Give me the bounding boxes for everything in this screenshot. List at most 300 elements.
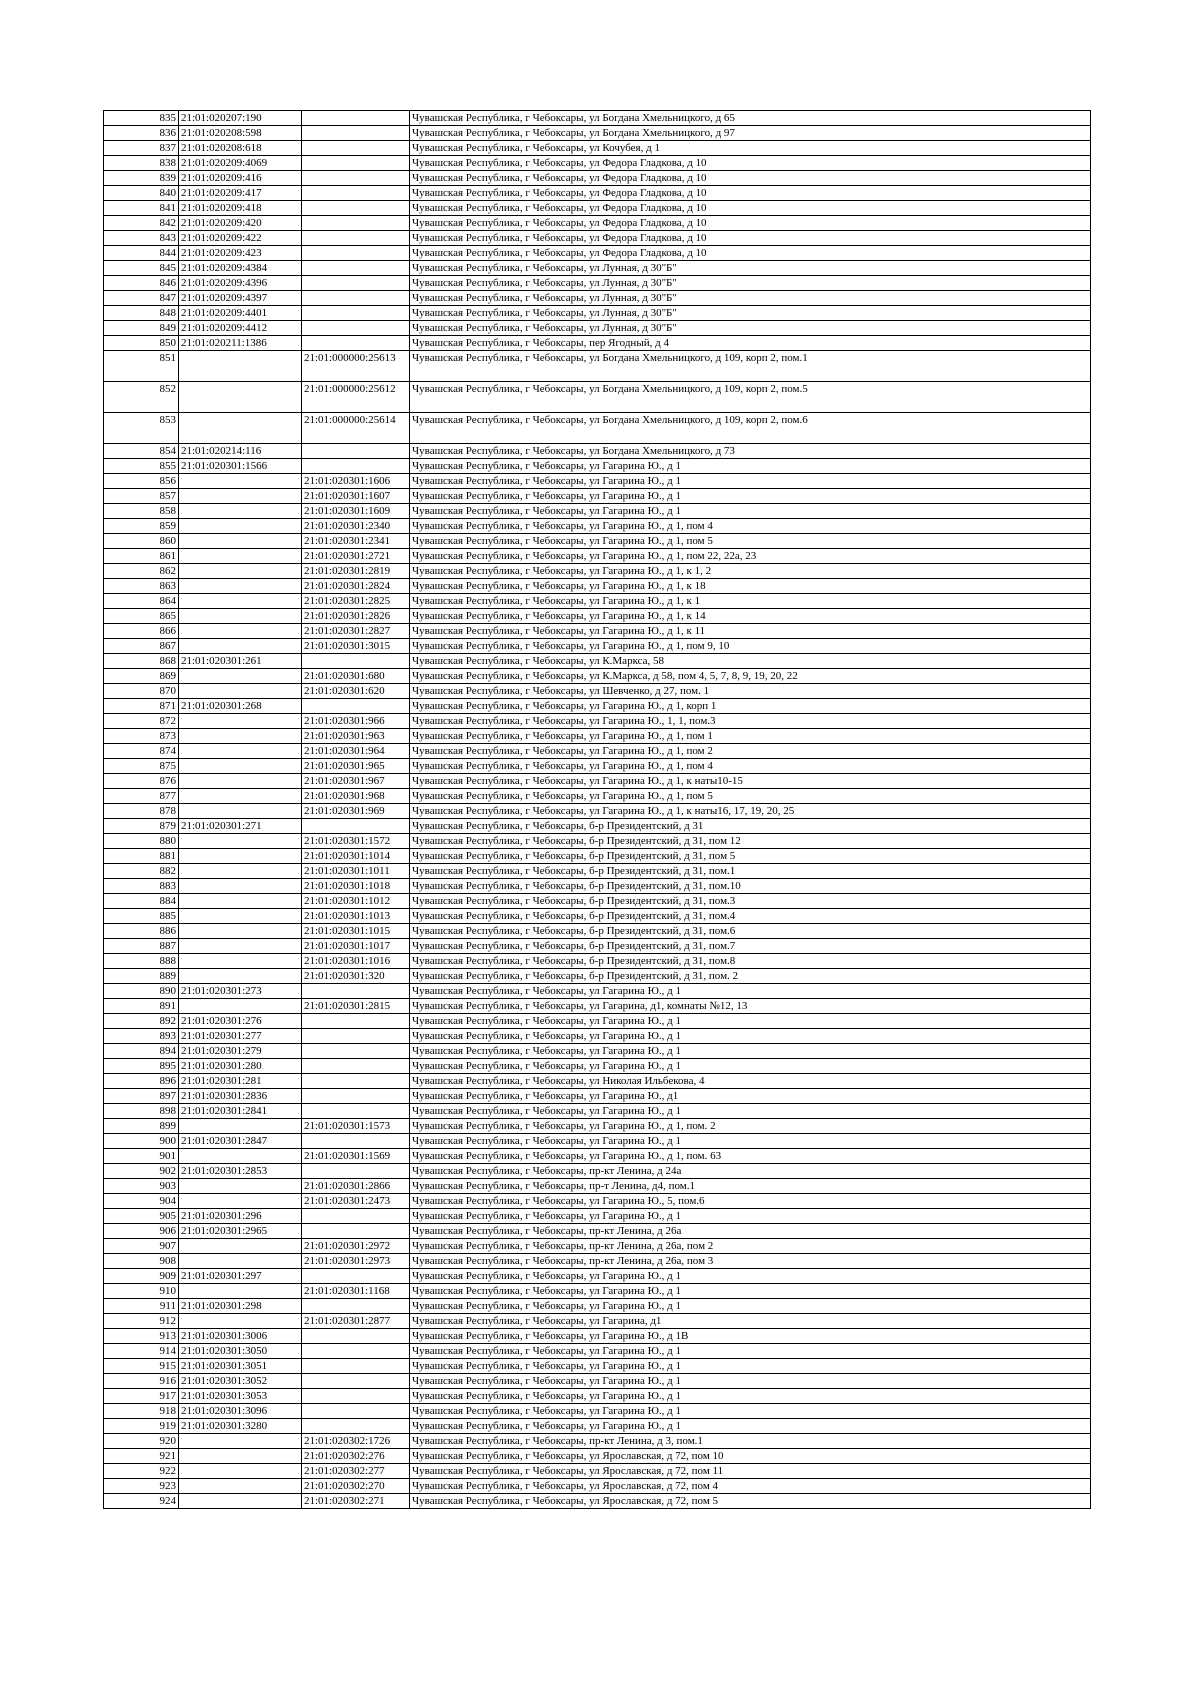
address-cell: Чувашская Республика, г Чебоксары, ул Гагарина Ю., д 1 [410,474,1091,489]
table-row [104,774,1091,789]
premises-number-cell: 21:01:020302:276 [302,1449,410,1464]
row-number-cell: 911 [104,1299,179,1314]
premises-number-cell [302,336,410,351]
premises-number-cell: 21:01:020301:965 [302,759,410,774]
cadastral-number-cell [179,669,302,684]
premises-number-cell: 21:01:020301:1017 [302,939,410,954]
table-row [104,1119,1091,1134]
address-cell: Чувашская Республика, г Чебоксары, ул Гагарина Ю., д 1, пом 2 [410,744,1091,759]
table-row [104,1389,1091,1404]
address-cell: Чувашская Республика, г Чебоксары, б-р Президентский, д 31, пом.1 [410,864,1091,879]
address-cell: Чувашская Республика, г Чебоксары, ул Федора Гладкова, д 10 [410,171,1091,186]
row-number-cell: 898 [104,1104,179,1119]
table-row [104,1089,1091,1104]
address-cell: Чувашская Республика, г Чебоксары, ул Гагарина, д1 [410,1314,1091,1329]
cadastral-number-cell [179,1494,302,1509]
cadastral-number-cell: 21:01:020301:3096 [179,1404,302,1419]
table-row [104,1464,1091,1479]
premises-number-cell: 21:01:020301:966 [302,714,410,729]
address-cell: Чувашская Республика, г Чебоксары, ул Гагарина Ю., 5, пом.6 [410,1194,1091,1209]
cadastral-number-cell: 21:01:020214:116 [179,444,302,459]
cadastral-number-cell [179,1179,302,1194]
address-cell: Чувашская Республика, г Чебоксары, ул Гагарина Ю., д 1 [410,1014,1091,1029]
premises-number-cell: 21:01:020301:964 [302,744,410,759]
cadastral-number-cell [179,1314,302,1329]
cadastral-number-cell [179,534,302,549]
table-row [104,759,1091,774]
row-number-cell: 885 [104,909,179,924]
row-number-cell: 849 [104,321,179,336]
premises-number-cell [302,291,410,306]
row-number-cell: 852 [104,382,179,413]
row-number-cell: 872 [104,714,179,729]
row-number-cell: 907 [104,1239,179,1254]
table-row [104,909,1091,924]
table-row [104,699,1091,714]
address-cell: Чувашская Республика, г Чебоксары, пер Ягодный, д 4 [410,336,1091,351]
table-row [104,534,1091,549]
cadastral-number-cell: 21:01:020301:2965 [179,1224,302,1239]
cadastral-number-cell: 21:01:020209:4401 [179,306,302,321]
table-row [104,1479,1091,1494]
address-cell: Чувашская Республика, г Чебоксары, ул Лунная, д 30"Б" [410,261,1091,276]
row-number-cell: 890 [104,984,179,999]
cadastral-number-cell: 21:01:020209:423 [179,246,302,261]
cadastral-number-cell [179,894,302,909]
address-cell: Чувашская Республика, г Чебоксары, ул Федора Гладкова, д 10 [410,201,1091,216]
premises-number-cell: 21:01:020301:1168 [302,1284,410,1299]
row-number-cell: 862 [104,564,179,579]
cadastral-number-cell: 21:01:020208:618 [179,141,302,156]
table-row [104,1029,1091,1044]
address-cell: Чувашская Республика, г Чебоксары, ул Богдана Хмельницкого, д 65 [410,111,1091,126]
premises-number-cell: 21:01:020301:1569 [302,1149,410,1164]
premises-number-cell: 21:01:020301:1012 [302,894,410,909]
premises-number-cell: 21:01:020301:2866 [302,1179,410,1194]
premises-number-cell [302,1134,410,1149]
row-number-cell: 836 [104,126,179,141]
cadastral-number-cell: 21:01:020301:2836 [179,1089,302,1104]
row-number-cell: 837 [104,141,179,156]
premises-number-cell: 21:01:020302:1726 [302,1434,410,1449]
row-number-cell: 839 [104,171,179,186]
premises-number-cell: 21:01:020301:2824 [302,579,410,594]
cadastral-number-cell: 21:01:020209:4397 [179,291,302,306]
premises-number-cell: 21:01:020301:2877 [302,1314,410,1329]
cadastral-number-cell [179,774,302,789]
row-number-cell: 857 [104,489,179,504]
row-number-cell: 904 [104,1194,179,1209]
table-row [104,111,1091,126]
premises-number-cell: 21:01:020301:2473 [302,1194,410,1209]
table-row [104,1269,1091,1284]
row-number-cell: 917 [104,1389,179,1404]
premises-number-cell: 21:01:000000:25613 [302,351,410,382]
cadastral-number-cell: 21:01:020207:190 [179,111,302,126]
row-number-cell: 920 [104,1434,179,1449]
address-cell: Чувашская Республика, г Чебоксары, ул Гагарина Ю., д 1 [410,504,1091,519]
address-cell: Чувашская Республика, г Чебоксары, ул Гагарина Ю., д 1, к 18 [410,579,1091,594]
table-row [104,276,1091,291]
cadastral-number-cell [179,729,302,744]
table-row [104,1239,1091,1254]
cadastral-number-cell [179,579,302,594]
premises-number-cell: 21:01:020301:1011 [302,864,410,879]
row-number-cell: 847 [104,291,179,306]
table-row [104,1044,1091,1059]
address-cell: Чувашская Республика, г Чебоксары, ул Гагарина Ю., д 1 [410,1059,1091,1074]
premises-number-cell [302,306,410,321]
table-row [104,261,1091,276]
table-row [104,1104,1091,1119]
cadastral-number-cell [179,474,302,489]
address-cell: Чувашская Республика, г Чебоксары, б-р Президентский, д 31 [410,819,1091,834]
premises-number-cell: 21:01:020301:968 [302,789,410,804]
cadastral-number-cell [179,382,302,413]
row-number-cell: 868 [104,654,179,669]
cadastral-number-cell: 21:01:020301:2847 [179,1134,302,1149]
address-cell: Чувашская Республика, г Чебоксары, ул Гагарина Ю., д 1В [410,1329,1091,1344]
table-row [104,1494,1091,1509]
table-row [104,321,1091,336]
premises-number-cell: 21:01:020301:963 [302,729,410,744]
cadastral-number-cell [179,549,302,564]
premises-number-cell [302,1329,410,1344]
address-cell: Чувашская Республика, г Чебоксары, б-р Президентский, д 31, пом 5 [410,849,1091,864]
row-number-cell: 924 [104,1494,179,1509]
row-number-cell: 899 [104,1119,179,1134]
address-cell: Чувашская Республика, г Чебоксары, пр-т Ленина, д4, пом.1 [410,1179,1091,1194]
cadastral-number-cell [179,804,302,819]
table-row [104,1194,1091,1209]
table-row [104,459,1091,474]
premises-number-cell [302,1044,410,1059]
premises-number-cell [302,1269,410,1284]
premises-number-cell: 21:01:020301:2827 [302,624,410,639]
table-row [104,1434,1091,1449]
premises-number-cell [302,171,410,186]
row-number-cell: 842 [104,216,179,231]
cadastral-number-cell: 21:01:020301:279 [179,1044,302,1059]
table-row [104,489,1091,504]
row-number-cell: 914 [104,1344,179,1359]
row-number-cell: 912 [104,1314,179,1329]
row-number-cell: 878 [104,804,179,819]
cadastral-number-cell [179,939,302,954]
premises-number-cell [302,1029,410,1044]
cadastral-number-cell: 21:01:020301:3006 [179,1329,302,1344]
cadastral-number-cell [179,639,302,654]
table-row [104,351,1091,382]
row-number-cell: 855 [104,459,179,474]
cadastral-number-cell: 21:01:020301:297 [179,1269,302,1284]
table-row [104,1359,1091,1374]
address-cell: Чувашская Республика, г Чебоксары, б-р Президентский, д 31, пом.3 [410,894,1091,909]
table-row [104,654,1091,669]
premises-number-cell [302,201,410,216]
cadastral-number-cell: 21:01:020209:418 [179,201,302,216]
address-cell: Чувашская Республика, г Чебоксары, ул Гагарина Ю., д 1, пом 4 [410,519,1091,534]
premises-number-cell: 21:01:020301:620 [302,684,410,699]
premises-number-cell: 21:01:020301:1609 [302,504,410,519]
table-row [104,216,1091,231]
address-cell: Чувашская Республика, г Чебоксары, ул Шевченко, д 27, пом. 1 [410,684,1091,699]
address-cell: Чувашская Республика, г Чебоксары, ул Гагарина Ю., д 1 [410,489,1091,504]
cadastral-number-cell [179,999,302,1014]
cadastral-number-cell [179,1254,302,1269]
premises-number-cell [302,1344,410,1359]
row-number-cell: 891 [104,999,179,1014]
address-cell: Чувашская Республика, г Чебоксары, пр-кт Ленина, д 3, пом.1 [410,1434,1091,1449]
cadastral-number-cell: 21:01:020301:3280 [179,1419,302,1434]
table-row [104,126,1091,141]
address-cell: Чувашская Республика, г Чебоксары, б-р Президентский, д 31, пом 12 [410,834,1091,849]
cadastral-number-cell [179,624,302,639]
address-cell: Чувашская Республика, г Чебоксары, ул Федора Гладкова, д 10 [410,246,1091,261]
address-cell: Чувашская Республика, г Чебоксары, ул Лунная, д 30"Б" [410,321,1091,336]
table-row [104,156,1091,171]
table-row [104,804,1091,819]
cadastral-number-cell [179,351,302,382]
table-row [104,744,1091,759]
address-cell: Чувашская Республика, г Чебоксары, б-р Президентский, д 31, пом.7 [410,939,1091,954]
table-row [104,594,1091,609]
premises-number-cell: 21:01:020301:1016 [302,954,410,969]
cadastral-number-cell: 21:01:020209:417 [179,186,302,201]
premises-number-cell [302,654,410,669]
premises-number-cell: 21:01:020301:320 [302,969,410,984]
address-cell: Чувашская Республика, г Чебоксары, ул Гагарина Ю., д 1, к наты10-15 [410,774,1091,789]
cadastral-number-cell [179,924,302,939]
cadastral-number-cell: 21:01:020209:416 [179,171,302,186]
table-row [104,504,1091,519]
premises-number-cell [302,186,410,201]
cadastral-number-cell [179,1464,302,1479]
table-row [104,1014,1091,1029]
address-cell: Чувашская Республика, г Чебоксары, ул Гагарина Ю., д 1 [410,1404,1091,1419]
address-cell: Чувашская Республика, г Чебоксары, ул Гагарина Ю., д 1, пом. 2 [410,1119,1091,1134]
row-number-cell: 910 [104,1284,179,1299]
row-number-cell: 916 [104,1374,179,1389]
address-cell: Чувашская Республика, г Чебоксары, ул Ярославская, д 72, пом 4 [410,1479,1091,1494]
address-cell: Чувашская Республика, г Чебоксары, пр-кт Ленина, д 26а, пом 2 [410,1239,1091,1254]
table-row [104,1449,1091,1464]
cadastral-number-cell: 21:01:020209:4069 [179,156,302,171]
table-row [104,1254,1091,1269]
row-number-cell: 844 [104,246,179,261]
premises-number-cell: 21:01:020301:2826 [302,609,410,624]
row-number-cell: 921 [104,1449,179,1464]
premises-number-cell [302,1299,410,1314]
premises-number-cell [302,231,410,246]
row-number-cell: 901 [104,1149,179,1164]
cadastral-number-cell: 21:01:020301:276 [179,1014,302,1029]
premises-number-cell: 21:01:020302:277 [302,1464,410,1479]
address-cell: Чувашская Республика, г Чебоксары, б-р Президентский, д 31, пом.10 [410,879,1091,894]
address-cell: Чувашская Республика, г Чебоксары, ул Гагарина, д1, комнаты №12, 13 [410,999,1091,1014]
premises-number-cell [302,1104,410,1119]
premises-number-cell: 21:01:020301:2973 [302,1254,410,1269]
premises-number-cell [302,1374,410,1389]
premises-number-cell [302,984,410,999]
row-number-cell: 845 [104,261,179,276]
row-number-cell: 870 [104,684,179,699]
row-number-cell: 892 [104,1014,179,1029]
row-number-cell: 922 [104,1464,179,1479]
row-number-cell: 876 [104,774,179,789]
row-number-cell: 873 [104,729,179,744]
row-number-cell: 919 [104,1419,179,1434]
cadastral-number-cell [179,489,302,504]
address-cell: Чувашская Республика, г Чебоксары, ул Кочубея, д 1 [410,141,1091,156]
cadastral-number-cell: 21:01:020209:422 [179,231,302,246]
table-row [104,291,1091,306]
row-number-cell: 915 [104,1359,179,1374]
address-cell: Чувашская Республика, г Чебоксары, ул Богдана Хмельницкого, д 109, корп 2, пом.1 [410,351,1091,382]
cadastral-number-cell [179,684,302,699]
address-cell: Чувашская Республика, г Чебоксары, ул Гагарина Ю., д 1 [410,1209,1091,1224]
row-number-cell: 906 [104,1224,179,1239]
address-cell: Чувашская Республика, г Чебоксары, ул Гагарина Ю., д 1 [410,1344,1091,1359]
cadastral-number-cell [179,594,302,609]
row-number-cell: 900 [104,1134,179,1149]
table-row [104,789,1091,804]
row-number-cell: 903 [104,1179,179,1194]
row-number-cell: 860 [104,534,179,549]
premises-number-cell [302,1419,410,1434]
table-row [104,894,1091,909]
premises-number-cell: 21:01:020301:1572 [302,834,410,849]
premises-number-cell: 21:01:020302:270 [302,1479,410,1494]
premises-number-cell: 21:01:020301:1015 [302,924,410,939]
address-cell: Чувашская Республика, г Чебоксары, ул Гагарина Ю., 1, 1, пом.3 [410,714,1091,729]
cadastral-number-cell [179,714,302,729]
premises-number-cell [302,111,410,126]
cadastral-number-cell [179,1119,302,1134]
cadastral-number-cell [179,1149,302,1164]
table-row [104,624,1091,639]
premises-number-cell: 21:01:020301:967 [302,774,410,789]
premises-number-cell: 21:01:020302:271 [302,1494,410,1509]
premises-number-cell [302,261,410,276]
cadastral-number-cell: 21:01:020301:298 [179,1299,302,1314]
address-cell: Чувашская Республика, г Чебоксары, ул Гагарина Ю., д 1 [410,1389,1091,1404]
table-row [104,834,1091,849]
premises-number-cell [302,1164,410,1179]
table-row [104,849,1091,864]
row-number-cell: 879 [104,819,179,834]
address-cell: Чувашская Республика, г Чебоксары, ул Гагарина Ю., д 1, пом 22, 22а, 23 [410,549,1091,564]
row-number-cell: 883 [104,879,179,894]
table-row [104,306,1091,321]
table-body [104,111,1091,1509]
cadastral-number-cell: 21:01:020209:4412 [179,321,302,336]
table-row [104,444,1091,459]
premises-number-cell: 21:01:020301:1014 [302,849,410,864]
address-cell: Чувашская Республика, г Чебоксары, ул Гагарина Ю., д 1 [410,1419,1091,1434]
cadastral-number-cell: 21:01:020301:261 [179,654,302,669]
table-row [104,246,1091,261]
row-number-cell: 858 [104,504,179,519]
cadastral-number-cell [179,789,302,804]
address-cell: Чувашская Республика, г Чебоксары, ул Лунная, д 30"Б" [410,291,1091,306]
cadastral-number-cell [179,849,302,864]
cadastral-number-cell [179,744,302,759]
cadastral-number-cell [179,954,302,969]
row-number-cell: 848 [104,306,179,321]
table-row [104,1224,1091,1239]
row-number-cell: 905 [104,1209,179,1224]
address-cell: Чувашская Республика, г Чебоксары, ул Гагарина Ю., д 1 [410,1269,1091,1284]
row-number-cell: 894 [104,1044,179,1059]
premises-number-cell [302,1209,410,1224]
premises-number-cell: 21:01:020301:680 [302,669,410,684]
table-row [104,1404,1091,1419]
row-number-cell: 871 [104,699,179,714]
table-row [104,141,1091,156]
row-number-cell: 856 [104,474,179,489]
premises-number-cell: 21:01:020301:3015 [302,639,410,654]
premises-number-cell [302,1389,410,1404]
table-row [104,684,1091,699]
cadastral-number-cell [179,759,302,774]
premises-number-cell: 21:01:020301:2972 [302,1239,410,1254]
address-cell: Чувашская Республика, г Чебоксары, ул Гагарина Ю., д 1, к 1 [410,594,1091,609]
address-cell: Чувашская Республика, г Чебоксары, ул Гагарина Ю., д 1, корп 1 [410,699,1091,714]
premises-number-cell: 21:01:020301:2819 [302,564,410,579]
row-number-cell: 864 [104,594,179,609]
address-cell: Чувашская Республика, г Чебоксары, ул Гагарина Ю., д 1 [410,1359,1091,1374]
premises-number-cell [302,126,410,141]
row-number-cell: 896 [104,1074,179,1089]
cadastral-number-cell: 21:01:020301:280 [179,1059,302,1074]
table-row [104,382,1091,413]
row-number-cell: 884 [104,894,179,909]
property-register-table [103,110,1091,1509]
premises-number-cell [302,141,410,156]
table-row [104,564,1091,579]
table-row [104,549,1091,564]
table-row [104,879,1091,894]
address-cell: Чувашская Республика, г Чебоксары, ул Гагарина Ю., д 1 [410,1299,1091,1314]
premises-number-cell: 21:01:020301:1606 [302,474,410,489]
table-row [104,171,1091,186]
address-cell: Чувашская Республика, г Чебоксары, ул Федора Гладкова, д 10 [410,156,1091,171]
table-row [104,474,1091,489]
premises-number-cell: 21:01:020301:1013 [302,909,410,924]
premises-number-cell [302,699,410,714]
row-number-cell: 861 [104,549,179,564]
table-row [104,1074,1091,1089]
address-cell: Чувашская Республика, г Чебоксары, пр-кт Ленина, д 24а [410,1164,1091,1179]
cadastral-number-cell [179,609,302,624]
row-number-cell: 865 [104,609,179,624]
address-cell: Чувашская Республика, г Чебоксары, ул Гагарина Ю., д 1 [410,1284,1091,1299]
row-number-cell: 851 [104,351,179,382]
table-row [104,729,1091,744]
table-row [104,413,1091,444]
premises-number-cell: 21:01:020301:1018 [302,879,410,894]
address-cell: Чувашская Республика, г Чебоксары, б-р Президентский, д 31, пом. 2 [410,969,1091,984]
row-number-cell: 841 [104,201,179,216]
premises-number-cell: 21:01:000000:25612 [302,382,410,413]
cadastral-number-cell: 21:01:020301:273 [179,984,302,999]
row-number-cell: 908 [104,1254,179,1269]
premises-number-cell [302,321,410,336]
row-number-cell: 889 [104,969,179,984]
table-row [104,969,1091,984]
cadastral-number-cell: 21:01:020301:296 [179,1209,302,1224]
